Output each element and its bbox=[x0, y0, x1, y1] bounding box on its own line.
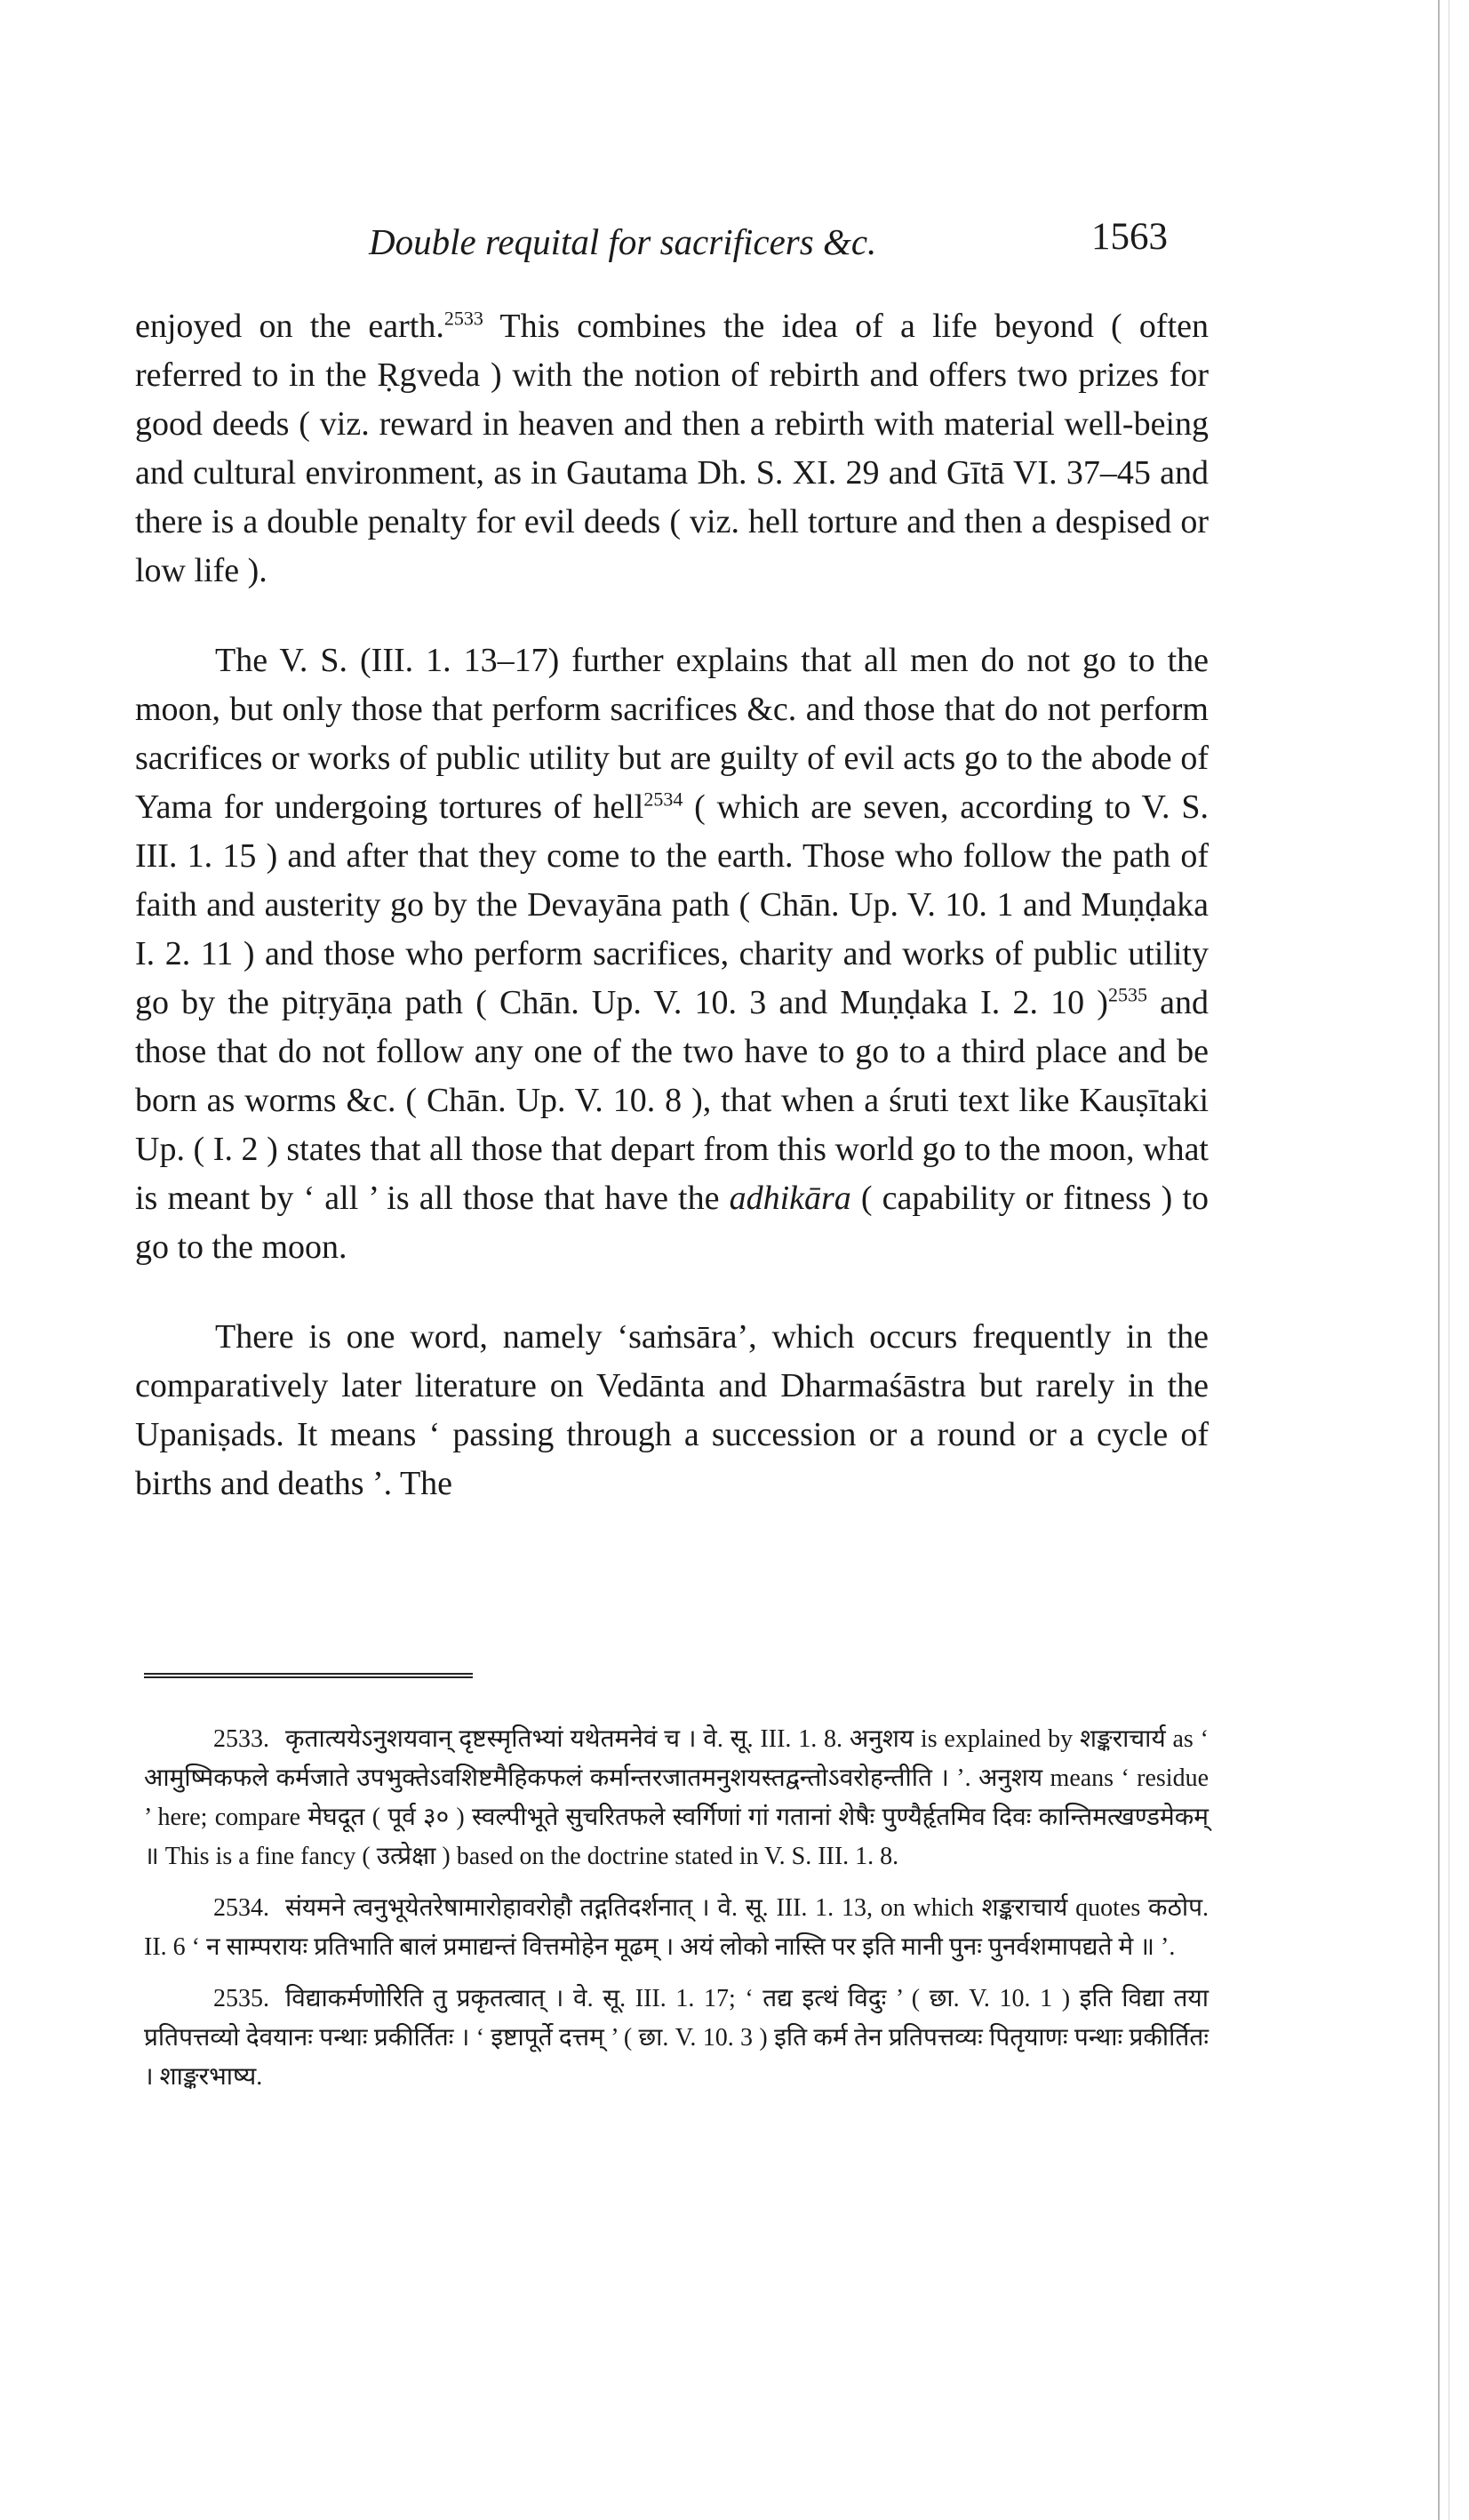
paragraph-2-text-c: and those that do not follow any one of the two have to go to a third place and be born as worms &c. ( Chān. Up. V. 10. 8 ), that when a śruti text like Kauṣītaki Up. ( I. 2 ) states that all those that depart from this world go to the moon, what is meant by ‘ all ’ is all those that have the bbox=[135, 984, 1209, 1217]
footnote-ref-2533: 2533 bbox=[443, 307, 483, 330]
scan-edge-line bbox=[1438, 0, 1440, 2520]
page-number: 1563 bbox=[1091, 216, 1168, 258]
paragraph-1-text-b: This combines the idea of a life beyond ( often referred to in the Ṛgveda ) with the notion of rebirth and offers two prizes for good deeds ( viz. reward in heaven and then a rebirth with material well-being and cultural environment, as in Gautama Dh. S. XI. 29 and Gītā VI. 37–45 and there is a double penalty for evil deeds ( viz. hell torture and then a despised or low life ). bbox=[135, 308, 1209, 589]
footnote-2533 bbox=[144, 1720, 1209, 1876]
paragraph-1 bbox=[135, 302, 1209, 596]
footnote-ref-2534: 2534 bbox=[643, 788, 683, 811]
footnote-text: कृतात्ययेऽनुशयवान् दृष्टस्मृतिभ्यां यथेतमनेवं च । वे. सू. III. 1. 8. अनुशय is explained by शङ्कराचार्य as ‘ आमुष्मिकफले कर्मजाते उपभुक्तेऽवशिष्टमैहिकफलं कर्मान्तरजातमनुशयस्तद्वन्तोऽवरोहन्तीति । ’. अनुशय means ‘ residue ’ here; compare मेघदूत ( पूर्व ३० ) स्वल्पीभूते सुचरितफले स्वर्गिणां गां गतानां शेषैः पुण्यैर्हृतमिव दिवः कान्तिमत्खण्डमेकम् ॥ This is a fine fancy ( उत्प्रेक्षा ) based on the doctrine stated in V. S. III. 1. 8. bbox=[144, 1725, 1209, 1870]
paragraph-2-text-a: The V. S. (III. 1. 13–17) further explains that all men do not go to the moon, but only those that perform sacrifices &c. and those that do not perform sacrifices or works of public utility but are guilty of evil acts go to the abode of Yama for undergoing tortures of hell bbox=[135, 642, 1209, 826]
footnote-number: 2533. bbox=[213, 1725, 269, 1753]
footnote-number: 2535. bbox=[213, 1985, 269, 2012]
footnotes bbox=[144, 1720, 1209, 2097]
footnote-2534 bbox=[144, 1889, 1209, 1967]
paragraph-2-text-d: ( capability or fitness ) to go to the moon. bbox=[135, 1180, 1209, 1266]
term-adhikara: adhikāra bbox=[729, 1180, 851, 1217]
footnote-number: 2534. bbox=[213, 1894, 269, 1922]
footnote-text: विद्याकर्मणोरिति तु प्रकृतत्वात् । वे. सू. III. 1. 17; ‘ तद्य इत्थं विदुः ’ ( छा. V. 10. 1 ) इति विद्या तया प्रतिपत्तव्यो देवयानः पन्थाः प्रकीर्तितः । ‘ इष्टापूर्ते दत्तम् ’ ( छा. V. 10. 3 ) इति कर्म तेन प्रतिपत्तव्यः पितृयाणः पन्थाः प्रकीर्तितः । शाङ्करभाष्य. bbox=[144, 1985, 1209, 2091]
footnote-rule bbox=[144, 1673, 473, 1678]
paragraph-2-text-b: ( which are seven, according to V. S. III. 1. 15 ) and after that they come to the earth. Those who follow the path of faith and austerity go by the Devayāna path ( Chān. Up. V. 10. 1 and Muṇḍaka I. 2. 11 ) and those who perform sacrifices, charity and works of public utility go by the pitṛyāṇa path ( Chān. Up. V. 10. 3 and Muṇḍaka I. 2. 10 ) bbox=[135, 788, 1209, 1021]
main-text bbox=[135, 302, 1209, 1508]
paragraph-2 bbox=[135, 636, 1209, 1272]
paragraph-1-text-a: enjoyed on the earth. bbox=[135, 308, 444, 345]
footnote-ref-2535: 2535 bbox=[1107, 983, 1147, 1006]
paragraph-3-text: There is one word, namely ‘saṁsāra’, which occurs frequently in the comparatively later literature on Vedānta and Dharmaśāstra but rarely in the Upaniṣads. It means ‘ passing through a succession or a round or a cycle of births and deaths ’. The bbox=[135, 1318, 1209, 1502]
footnote-text: संयमने त्वनुभूयेतरेषामारोहावरोहौ तद्गतिदर्शनात् । वे. सू. III. 1. 13, on which शङ्कराचार्य quotes कठोप. II. 6 ‘ न साम्परायः प्रतिभाति बालं प्रमाद्यन्तं वित्तमोहेन मूढम् । अयं लोको नास्ति पर इति मानी पुनः पुनर्वशमापद्यते मे ॥ ’. bbox=[144, 1894, 1209, 1961]
running-head: Double requital for sacrificers &c. bbox=[369, 221, 877, 262]
footnote-2535 bbox=[144, 1980, 1209, 2097]
paragraph-3 bbox=[135, 1313, 1209, 1508]
